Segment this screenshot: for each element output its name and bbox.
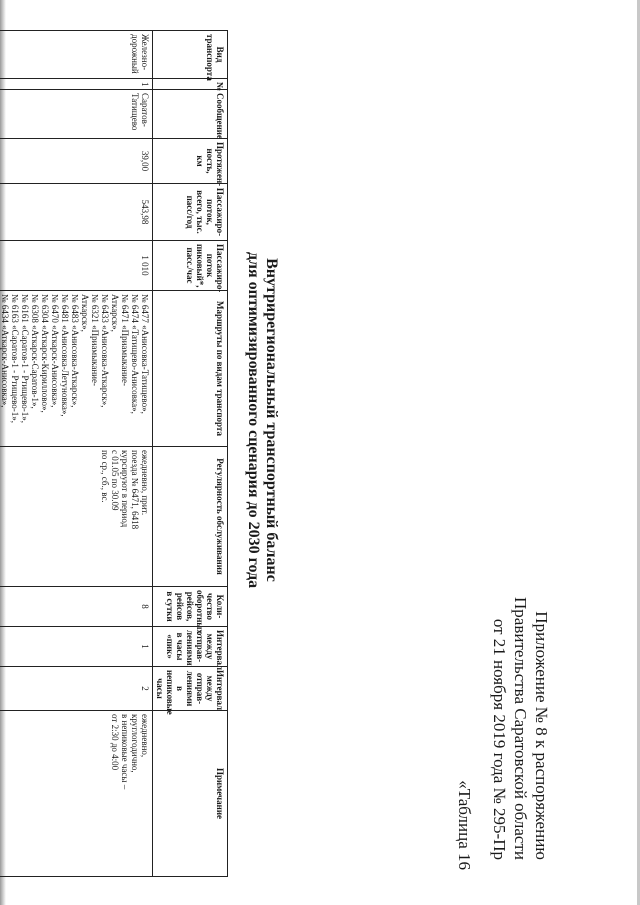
cell-flow-peak: 1 010 xyxy=(0,241,153,291)
cell-routes-line: № 6161 «Саратов-1 - Ртищево-1», xyxy=(20,294,30,424)
cell-interval-peak: 1 xyxy=(0,627,153,667)
col-header: Коли-чество оборотных рейсов, рейсов в сутки xyxy=(153,587,228,627)
cell-routes-line: № 6481 «Анисовка-Летуновка», xyxy=(60,294,70,417)
cell-note-line: круглогодично, xyxy=(130,714,140,773)
appendix-line-1: Приложение № 8 к распоряжению xyxy=(532,611,551,860)
cell-interval-offpeak: 2 xyxy=(0,667,153,711)
cell-length: 39,00 xyxy=(0,139,153,184)
cell-routes-line: № 6304 «Аткарск-Кириллово», xyxy=(40,294,50,413)
col-header: Вид транспорта xyxy=(153,31,228,79)
cell-note xyxy=(0,711,153,877)
cell-regularity-line: по ср., сб., вс. xyxy=(100,450,110,503)
header-row xyxy=(153,31,228,877)
cell-note-line: ежедневно, xyxy=(140,714,150,758)
col-header: Интервал между отправ-лениями в непиковые часы xyxy=(153,667,228,711)
cell-routes-line: № 6308 «Аткарск-Саратов-1», xyxy=(30,294,40,409)
cell-routes-line: № 6433 «Анисовка-Аткарск», xyxy=(100,294,110,408)
col-header: Маршруты по видам транспорта xyxy=(153,291,228,447)
cell-transport-type: Железно-дорожный xyxy=(0,31,153,79)
cell-routes-line: № 6483 «Анисовка-Аткарск», xyxy=(70,294,80,408)
cell-routes-line: № 6163 «Саратов-1 - Ртищево-1», xyxy=(10,294,20,424)
appendix-line-3: от 21 ноября 2019 года № 295-Пр xyxy=(490,618,509,860)
cell-routes-line: № 6474 «Татищево-Анисовка», xyxy=(130,294,140,414)
cell-regularity-line: курсируют в период xyxy=(120,450,130,528)
title-line-2: для оптимизированного сценария до 2030 года xyxy=(245,251,262,589)
col-header: Примечание xyxy=(153,711,228,877)
cell-route-name: Саратов-Татищево xyxy=(0,90,153,139)
col-header: Регулярность обслуживания xyxy=(153,447,228,587)
col-header: Сообщение xyxy=(153,90,228,139)
cell-flow-total: 543,98 xyxy=(0,184,153,241)
cell-routes-line: Аткарск», xyxy=(80,294,90,332)
cell-regularity-line: с 01.05 по 30.09 xyxy=(110,450,120,511)
cell-regularity xyxy=(0,447,153,587)
title-line-1: Внутрирегиональный транспортный баланс xyxy=(263,258,280,582)
cell-routes-line: № 6471 «Приамыкание- xyxy=(120,294,130,386)
table-label-text: «Таблица 16 xyxy=(455,780,474,870)
table-row xyxy=(0,31,153,877)
appendix-line-2: Правительства Саратовской области xyxy=(511,597,530,860)
col-header: Пассажиро-поток, всего, тыс. пасс/год xyxy=(153,184,228,241)
cell-routes-line: Аткарск», xyxy=(110,294,120,332)
col-header: № xyxy=(153,79,228,90)
col-header: Протяжен-ность, км xyxy=(153,139,228,184)
cell-routes-line: № 6477 «Анисовка-Татищево», xyxy=(140,294,150,414)
cell-note-line: в непиковые часы – xyxy=(120,714,130,790)
cell-routes xyxy=(0,291,153,447)
cell-number: 1 xyxy=(0,79,153,90)
cell-trips: 8 xyxy=(0,587,153,627)
transport-table xyxy=(0,30,228,877)
col-header: Интервал между отправ-лениями в часы «пик» xyxy=(153,627,228,667)
cell-routes-line: № 6470 «Аткарск-Анисовка», xyxy=(50,294,60,408)
cell-regularity-line: поезда № 6471, 6418 xyxy=(130,450,140,530)
cell-note-line: от 2:30 до 4:00 xyxy=(110,714,120,771)
cell-routes-line: № 6321 «Приамыкание- xyxy=(90,294,100,386)
col-header: Пассажиро-поток пиковый*, пасс./час xyxy=(153,241,228,291)
cell-routes-line: № 6434 «Аткарск-Анисовка», xyxy=(0,294,10,408)
cell-regularity-line: ежедневно, прит. xyxy=(140,450,150,516)
